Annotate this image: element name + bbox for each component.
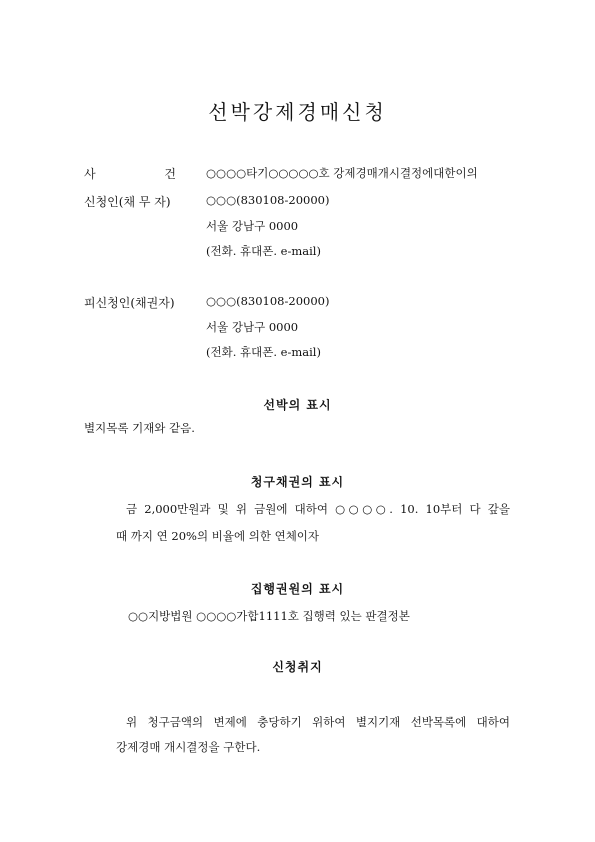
- case-label-char-2: 건: [164, 167, 176, 181]
- respondent-name: ○○○(830108-20000): [206, 294, 330, 308]
- applicant-contact: (전화. 휴대폰. e-mail): [206, 244, 321, 258]
- title-of-execution-heading: 집행권원의 표시: [250, 582, 345, 596]
- purpose-line-1: 위 청구금액의 변제에 충당하기 위하여 별지기재 선박목록에 대하여: [126, 715, 510, 729]
- applicant-address: 서울 강남구 0000: [206, 219, 299, 233]
- purpose-line-2: 강제경매 개시결정을 구한다.: [116, 740, 261, 754]
- respondent-contact: (전화. 휴대폰. e-mail): [206, 345, 321, 359]
- ship-text: 별지목록 기재와 같음.: [84, 421, 195, 435]
- case-value: ○○○○타기○○○○○호 강제경매개시결정에대한이의: [206, 166, 478, 180]
- respondent-address: 서울 강남구 0000: [206, 320, 299, 334]
- respondent-label: 피신청인(채권자): [84, 296, 175, 310]
- document-title: 선박강제경매신청: [208, 100, 387, 124]
- claim-heading: 청구채권의 표시: [250, 475, 345, 489]
- claim-line-2: 때 까지 연 20%의 비율에 의한 연체이자: [116, 529, 320, 543]
- case-label: [84, 165, 176, 182]
- case-label-char-1: 사: [84, 167, 96, 181]
- ship-heading: 선박의 표시: [263, 398, 332, 412]
- applicant-name: ○○○(830108-20000): [206, 193, 330, 207]
- claim-line-1: 금 2,000만원과 및 위 금원에 대하여 ○○○○. 10. 10부터 다 갚을: [126, 502, 510, 516]
- applicant-label: 신청인(채 무 자): [84, 195, 171, 209]
- title-of-execution-text: ○○지방법원 ○○○○가합1111호 집행력 있는 판결정본: [128, 609, 410, 623]
- purpose-heading: 신청취지: [272, 660, 323, 674]
